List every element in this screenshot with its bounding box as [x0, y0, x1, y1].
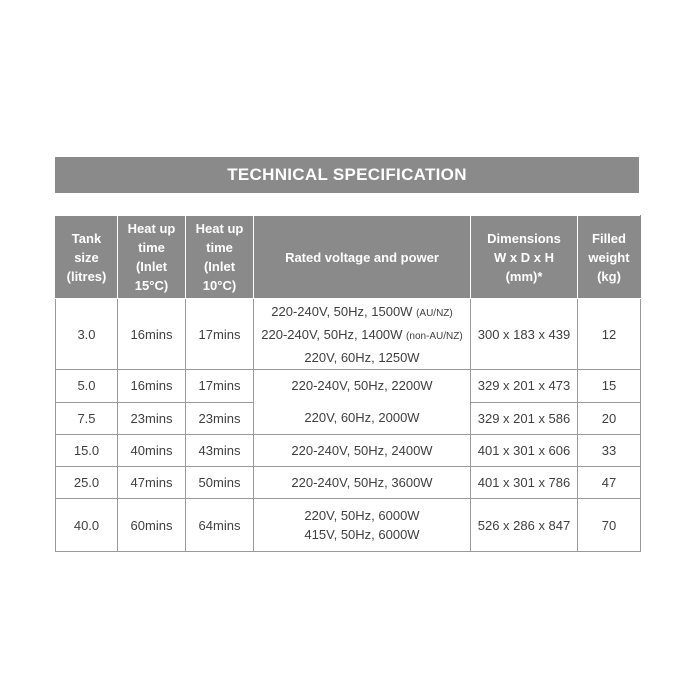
cell-voltage: 220-240V, 50Hz, 2200W 220V, 60Hz, 2000W [254, 370, 471, 435]
header-heat-up-15: Heat up time (Inlet 15°C) [118, 216, 186, 299]
cell-weight: 12 [578, 299, 641, 370]
table-row [56, 467, 641, 499]
cell-heat10: 23mins [186, 402, 254, 435]
cell-heat10: 43mins [186, 435, 254, 467]
table-row [56, 299, 641, 370]
table-row [56, 499, 641, 552]
spec-title-bar [55, 157, 639, 193]
cell-heat10: 50mins [186, 467, 254, 499]
spec-title: TECHNICAL SPECIFICATION [227, 165, 467, 184]
table-row [56, 435, 641, 467]
cell-dimensions: 401 x 301 x 606 [471, 435, 578, 467]
cell-heat15: 40mins [118, 435, 186, 467]
header-filled-weight: Filled weight (kg) [578, 216, 641, 299]
cell-weight: 47 [578, 467, 641, 499]
cell-tank: 3.0 [56, 299, 118, 370]
header-dimensions: Dimensions W x D x H (mm)* [471, 216, 578, 299]
header-tank-size: Tank size (litres) [56, 216, 118, 299]
cell-voltage: 220-240V, 50Hz, 2400W [254, 435, 471, 467]
cell-tank: 7.5 [56, 402, 118, 435]
cell-dimensions: 401 x 301 x 786 [471, 467, 578, 499]
cell-voltage: 220-240V, 50Hz, 3600W [254, 467, 471, 499]
cell-dimensions: 300 x 183 x 439 [471, 299, 578, 370]
cell-tank: 25.0 [56, 467, 118, 499]
cell-heat10: 64mins [186, 499, 254, 552]
cell-heat15: 47mins [118, 467, 186, 499]
cell-dimensions: 329 x 201 x 473 [471, 370, 578, 403]
cell-weight: 33 [578, 435, 641, 467]
cell-weight: 15 [578, 370, 641, 403]
cell-voltage: 220-240V, 50Hz, 1500W (AU/NZ) 220-240V, 50Hz, 1400W (non-AU/NZ) 220V, 60Hz, 1250W [254, 299, 471, 370]
cell-heat15: 16mins [118, 370, 186, 403]
cell-dimensions: 329 x 201 x 586 [471, 402, 578, 435]
cell-heat15: 16mins [118, 299, 186, 370]
cell-heat15: 60mins [118, 499, 186, 552]
cell-heat10: 17mins [186, 370, 254, 403]
cell-weight: 70 [578, 499, 641, 552]
cell-dimensions: 526 x 286 x 847 [471, 499, 578, 552]
spec-table [55, 215, 641, 552]
cell-voltage: 220V, 50Hz, 6000W 415V, 50Hz, 6000W [254, 499, 471, 552]
header-rated-voltage: Rated voltage and power [254, 216, 471, 299]
header-heat-up-10: Heat up time (Inlet 10°C) [186, 216, 254, 299]
cell-tank: 5.0 [56, 370, 118, 403]
cell-heat10: 17mins [186, 299, 254, 370]
cell-heat15: 23mins [118, 402, 186, 435]
cell-weight: 20 [578, 402, 641, 435]
table-header-row [56, 216, 641, 299]
cell-tank: 15.0 [56, 435, 118, 467]
table-row [56, 370, 641, 403]
cell-tank: 40.0 [56, 499, 118, 552]
